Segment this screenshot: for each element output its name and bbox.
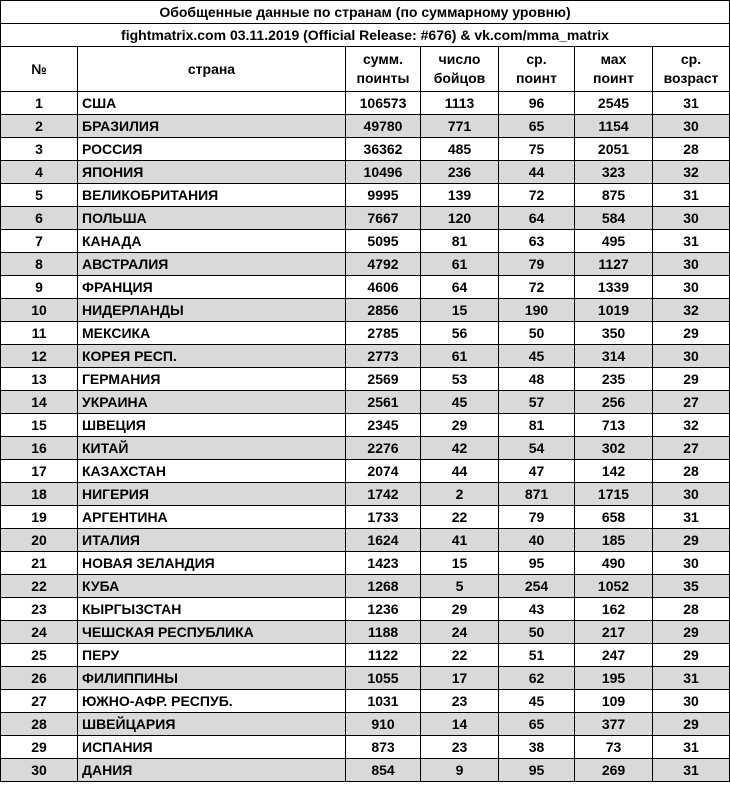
cell-max-points: 195 (575, 667, 653, 690)
cell-avg-age: 30 (653, 115, 730, 138)
cell-points: 4606 (346, 276, 421, 299)
cell-avg-age: 28 (653, 460, 730, 483)
cell-points: 7667 (346, 207, 421, 230)
cell-num: 13 (1, 368, 78, 391)
cell-points: 10496 (346, 161, 421, 184)
cell-avg-points: 72 (499, 184, 575, 207)
cell-max-points: 2545 (575, 92, 653, 115)
table-row (1, 690, 730, 713)
cell-num: 30 (1, 759, 78, 782)
cell-avg-age: 31 (653, 92, 730, 115)
cell-avg-points: 79 (499, 253, 575, 276)
cell-num: 23 (1, 598, 78, 621)
cell-max-points: 302 (575, 437, 653, 460)
cell-max-points: 1052 (575, 575, 653, 598)
cell-points: 36362 (346, 138, 421, 161)
cell-avg-age: 29 (653, 713, 730, 736)
cell-country: КАНАДА (78, 230, 346, 253)
table-row (1, 667, 730, 690)
cell-country: НОВАЯ ЗЕЛАНДИЯ (78, 552, 346, 575)
table-row (1, 115, 730, 138)
cell-points: 49780 (346, 115, 421, 138)
cell-avg-age: 30 (653, 345, 730, 368)
cell-country: ЯПОНИЯ (78, 161, 346, 184)
cell-country: ПЕРУ (78, 644, 346, 667)
cell-fighters: 24 (421, 621, 499, 644)
table-row (1, 345, 730, 368)
cell-max-points: 235 (575, 368, 653, 391)
table-row (1, 276, 730, 299)
cell-avg-age: 32 (653, 299, 730, 322)
table-row (1, 253, 730, 276)
cell-avg-points: 54 (499, 437, 575, 460)
cell-num: 9 (1, 276, 78, 299)
col-header-avg-line2: поинт (516, 70, 557, 86)
cell-avg-age: 30 (653, 690, 730, 713)
cell-avg-age: 31 (653, 230, 730, 253)
cell-num: 25 (1, 644, 78, 667)
cell-fighters: 44 (421, 460, 499, 483)
cell-num: 29 (1, 736, 78, 759)
cell-fighters: 61 (421, 345, 499, 368)
cell-max-points: 377 (575, 713, 653, 736)
table-row (1, 529, 730, 552)
table-row (1, 759, 730, 782)
cell-num: 8 (1, 253, 78, 276)
cell-points: 2773 (346, 345, 421, 368)
cell-max-points: 713 (575, 414, 653, 437)
cell-avg-age: 30 (653, 552, 730, 575)
table-row (1, 414, 730, 437)
col-header-avg-line1: ср. (526, 51, 547, 67)
cell-country: ПОЛЬША (78, 207, 346, 230)
cell-avg-points: 57 (499, 391, 575, 414)
cell-max-points: 323 (575, 161, 653, 184)
cell-max-points: 1154 (575, 115, 653, 138)
cell-country: НИДЕРЛАНДЫ (78, 299, 346, 322)
cell-avg-age: 30 (653, 483, 730, 506)
cell-num: 7 (1, 230, 78, 253)
cell-num: 27 (1, 690, 78, 713)
cell-avg-points: 72 (499, 276, 575, 299)
cell-avg-age: 31 (653, 736, 730, 759)
cell-fighters: 42 (421, 437, 499, 460)
cell-fighters: 29 (421, 598, 499, 621)
table-row (1, 299, 730, 322)
cell-avg-age: 30 (653, 276, 730, 299)
cell-avg-points: 96 (499, 92, 575, 115)
table-row (1, 506, 730, 529)
col-header-fighters-line2: бойцов (433, 70, 486, 86)
cell-fighters: 771 (421, 115, 499, 138)
cell-max-points: 1339 (575, 276, 653, 299)
cell-avg-age: 31 (653, 184, 730, 207)
cell-points: 1624 (346, 529, 421, 552)
cell-country: АВСТРАЛИЯ (78, 253, 346, 276)
cell-num: 22 (1, 575, 78, 598)
col-header-country: страна (78, 47, 346, 92)
cell-num: 5 (1, 184, 78, 207)
table-row (1, 368, 730, 391)
col-header-age (653, 47, 730, 92)
cell-avg-points: 50 (499, 621, 575, 644)
cell-country: КОРЕЯ РЕСП. (78, 345, 346, 368)
cell-points: 1236 (346, 598, 421, 621)
cell-avg-age: 31 (653, 506, 730, 529)
cell-max-points: 584 (575, 207, 653, 230)
cell-country: ВЕЛИКОБРИТАНИЯ (78, 184, 346, 207)
col-header-fighters-line1: число (438, 51, 481, 67)
cell-fighters: 139 (421, 184, 499, 207)
cell-points: 910 (346, 713, 421, 736)
cell-num: 17 (1, 460, 78, 483)
cell-avg-points: 38 (499, 736, 575, 759)
cell-max-points: 2051 (575, 138, 653, 161)
cell-fighters: 53 (421, 368, 499, 391)
cell-avg-points: 62 (499, 667, 575, 690)
cell-max-points: 350 (575, 322, 653, 345)
cell-num: 3 (1, 138, 78, 161)
cell-max-points: 1019 (575, 299, 653, 322)
cell-points: 2561 (346, 391, 421, 414)
cell-fighters: 236 (421, 161, 499, 184)
cell-fighters: 5 (421, 575, 499, 598)
cell-max-points: 109 (575, 690, 653, 713)
table-title: Обобщенные данные по странам (по суммарному уровню) (1, 1, 730, 24)
cell-avg-age: 30 (653, 253, 730, 276)
cell-avg-points: 45 (499, 690, 575, 713)
cell-fighters: 22 (421, 644, 499, 667)
cell-num: 12 (1, 345, 78, 368)
cell-country: ЮЖНО-АФР. РЕСПУБ. (78, 690, 346, 713)
table-row (1, 138, 730, 161)
cell-avg-points: 871 (499, 483, 575, 506)
cell-fighters: 61 (421, 253, 499, 276)
col-header-max (575, 47, 653, 92)
cell-points: 873 (346, 736, 421, 759)
cell-country: США (78, 92, 346, 115)
cell-avg-points: 65 (499, 115, 575, 138)
cell-fighters: 45 (421, 391, 499, 414)
cell-fighters: 41 (421, 529, 499, 552)
cell-avg-points: 95 (499, 552, 575, 575)
cell-avg-age: 29 (653, 368, 730, 391)
cell-avg-age: 32 (653, 414, 730, 437)
cell-fighters: 120 (421, 207, 499, 230)
table-row (1, 483, 730, 506)
cell-num: 10 (1, 299, 78, 322)
cell-points: 1423 (346, 552, 421, 575)
col-header-age-line1: ср. (680, 51, 702, 67)
cell-points: 2276 (346, 437, 421, 460)
cell-max-points: 658 (575, 506, 653, 529)
cell-country: НИГЕРИЯ (78, 483, 346, 506)
cell-avg-points: 45 (499, 345, 575, 368)
col-header-avg (499, 47, 575, 92)
cell-max-points: 1127 (575, 253, 653, 276)
table-row (1, 621, 730, 644)
cell-avg-points: 50 (499, 322, 575, 345)
cell-max-points: 875 (575, 184, 653, 207)
cell-avg-points: 64 (499, 207, 575, 230)
header-row (1, 47, 730, 92)
cell-avg-age: 29 (653, 322, 730, 345)
cell-points: 2785 (346, 322, 421, 345)
cell-points: 1031 (346, 690, 421, 713)
cell-max-points: 73 (575, 736, 653, 759)
cell-country: ДАНИЯ (78, 759, 346, 782)
cell-points: 106573 (346, 92, 421, 115)
table-row (1, 92, 730, 115)
cell-num: 11 (1, 322, 78, 345)
cell-points: 9995 (346, 184, 421, 207)
cell-country: ШВЕЙЦАРИЯ (78, 713, 346, 736)
cell-country: УКРАИНА (78, 391, 346, 414)
table-row (1, 161, 730, 184)
cell-avg-points: 75 (499, 138, 575, 161)
table-row (1, 644, 730, 667)
cell-fighters: 1113 (421, 92, 499, 115)
cell-num: 21 (1, 552, 78, 575)
cell-num: 4 (1, 161, 78, 184)
cell-points: 1055 (346, 667, 421, 690)
col-header-points-line1: сумм. (363, 51, 403, 67)
cell-country: ИТАЛИЯ (78, 529, 346, 552)
cell-avg-age: 32 (653, 161, 730, 184)
cell-avg-points: 51 (499, 644, 575, 667)
cell-max-points: 217 (575, 621, 653, 644)
cell-num: 24 (1, 621, 78, 644)
cell-avg-points: 65 (499, 713, 575, 736)
cell-country: МЕКСИКА (78, 322, 346, 345)
cell-max-points: 269 (575, 759, 653, 782)
col-header-points-line2: поинты (356, 70, 410, 86)
cell-avg-age: 30 (653, 207, 730, 230)
table-row (1, 230, 730, 253)
cell-country: КУБА (78, 575, 346, 598)
cell-fighters: 15 (421, 299, 499, 322)
cell-points: 2074 (346, 460, 421, 483)
cell-num: 28 (1, 713, 78, 736)
cell-num: 26 (1, 667, 78, 690)
cell-avg-points: 40 (499, 529, 575, 552)
cell-max-points: 256 (575, 391, 653, 414)
cell-country: БРАЗИЛИЯ (78, 115, 346, 138)
cell-num: 16 (1, 437, 78, 460)
cell-points: 1733 (346, 506, 421, 529)
cell-country: ГЕРМАНИЯ (78, 368, 346, 391)
cell-fighters: 64 (421, 276, 499, 299)
cell-points: 854 (346, 759, 421, 782)
cell-country: ШВЕЦИЯ (78, 414, 346, 437)
table-row (1, 713, 730, 736)
table-row (1, 552, 730, 575)
cell-country: АРГЕНТИНА (78, 506, 346, 529)
cell-avg-points: 44 (499, 161, 575, 184)
cell-max-points: 247 (575, 644, 653, 667)
cell-points: 1742 (346, 483, 421, 506)
cell-avg-age: 27 (653, 391, 730, 414)
cell-avg-age: 31 (653, 759, 730, 782)
table-row (1, 184, 730, 207)
cell-country: КАЗАХСТАН (78, 460, 346, 483)
table-row (1, 391, 730, 414)
col-header-max-line2: поинт (593, 70, 634, 86)
col-header-fighters (421, 47, 499, 92)
cell-max-points: 185 (575, 529, 653, 552)
cell-max-points: 162 (575, 598, 653, 621)
cell-avg-age: 31 (653, 667, 730, 690)
cell-points: 1188 (346, 621, 421, 644)
cell-num: 14 (1, 391, 78, 414)
cell-country: РОССИЯ (78, 138, 346, 161)
cell-avg-age: 29 (653, 644, 730, 667)
cell-points: 1268 (346, 575, 421, 598)
cell-country: ФИЛИППИНЫ (78, 667, 346, 690)
cell-fighters: 22 (421, 506, 499, 529)
cell-avg-age: 28 (653, 138, 730, 161)
cell-fighters: 23 (421, 736, 499, 759)
cell-fighters: 17 (421, 667, 499, 690)
cell-avg-age: 28 (653, 598, 730, 621)
table-row (1, 322, 730, 345)
table-row (1, 207, 730, 230)
cell-fighters: 56 (421, 322, 499, 345)
cell-max-points: 142 (575, 460, 653, 483)
cell-country: ЧЕШСКАЯ РЕСПУБЛИКА (78, 621, 346, 644)
cell-num: 15 (1, 414, 78, 437)
cell-fighters: 14 (421, 713, 499, 736)
cell-avg-points: 81 (499, 414, 575, 437)
cell-avg-points: 254 (499, 575, 575, 598)
cell-points: 4792 (346, 253, 421, 276)
cell-num: 6 (1, 207, 78, 230)
cell-points: 2569 (346, 368, 421, 391)
cell-num: 2 (1, 115, 78, 138)
col-header-max-line1: мах (600, 51, 627, 67)
table-subtitle: fightmatrix.com 03.11.2019 (Official Release: #676) & vk.com/mma_matrix (1, 24, 730, 47)
cell-fighters: 23 (421, 690, 499, 713)
cell-avg-points: 95 (499, 759, 575, 782)
cell-num: 20 (1, 529, 78, 552)
table-body (1, 92, 730, 782)
cell-fighters: 15 (421, 552, 499, 575)
cell-country: КИТАЙ (78, 437, 346, 460)
cell-avg-points: 63 (499, 230, 575, 253)
cell-num: 18 (1, 483, 78, 506)
col-header-num: № (1, 47, 78, 92)
cell-fighters: 81 (421, 230, 499, 253)
col-header-age-line2: возраст (663, 70, 719, 86)
cell-avg-age: 35 (653, 575, 730, 598)
cell-fighters: 9 (421, 759, 499, 782)
cell-avg-age: 29 (653, 621, 730, 644)
cell-fighters: 2 (421, 483, 499, 506)
cell-fighters: 485 (421, 138, 499, 161)
cell-max-points: 1715 (575, 483, 653, 506)
table-row (1, 437, 730, 460)
cell-country: ИСПАНИЯ (78, 736, 346, 759)
cell-max-points: 314 (575, 345, 653, 368)
table-row (1, 575, 730, 598)
cell-fighters: 29 (421, 414, 499, 437)
table-row (1, 598, 730, 621)
cell-points: 2856 (346, 299, 421, 322)
cell-points: 1122 (346, 644, 421, 667)
table-row (1, 460, 730, 483)
col-header-points (346, 47, 421, 92)
cell-avg-points: 47 (499, 460, 575, 483)
cell-num: 1 (1, 92, 78, 115)
cell-avg-age: 27 (653, 437, 730, 460)
cell-avg-points: 190 (499, 299, 575, 322)
cell-max-points: 490 (575, 552, 653, 575)
cell-avg-age: 29 (653, 529, 730, 552)
cell-num: 19 (1, 506, 78, 529)
cell-avg-points: 79 (499, 506, 575, 529)
cell-avg-points: 43 (499, 598, 575, 621)
cell-avg-points: 48 (499, 368, 575, 391)
cell-country: ФРАНЦИЯ (78, 276, 346, 299)
cell-country: КЫРГЫЗСТАН (78, 598, 346, 621)
cell-points: 2345 (346, 414, 421, 437)
cell-points: 5095 (346, 230, 421, 253)
cell-max-points: 495 (575, 230, 653, 253)
table-row (1, 736, 730, 759)
